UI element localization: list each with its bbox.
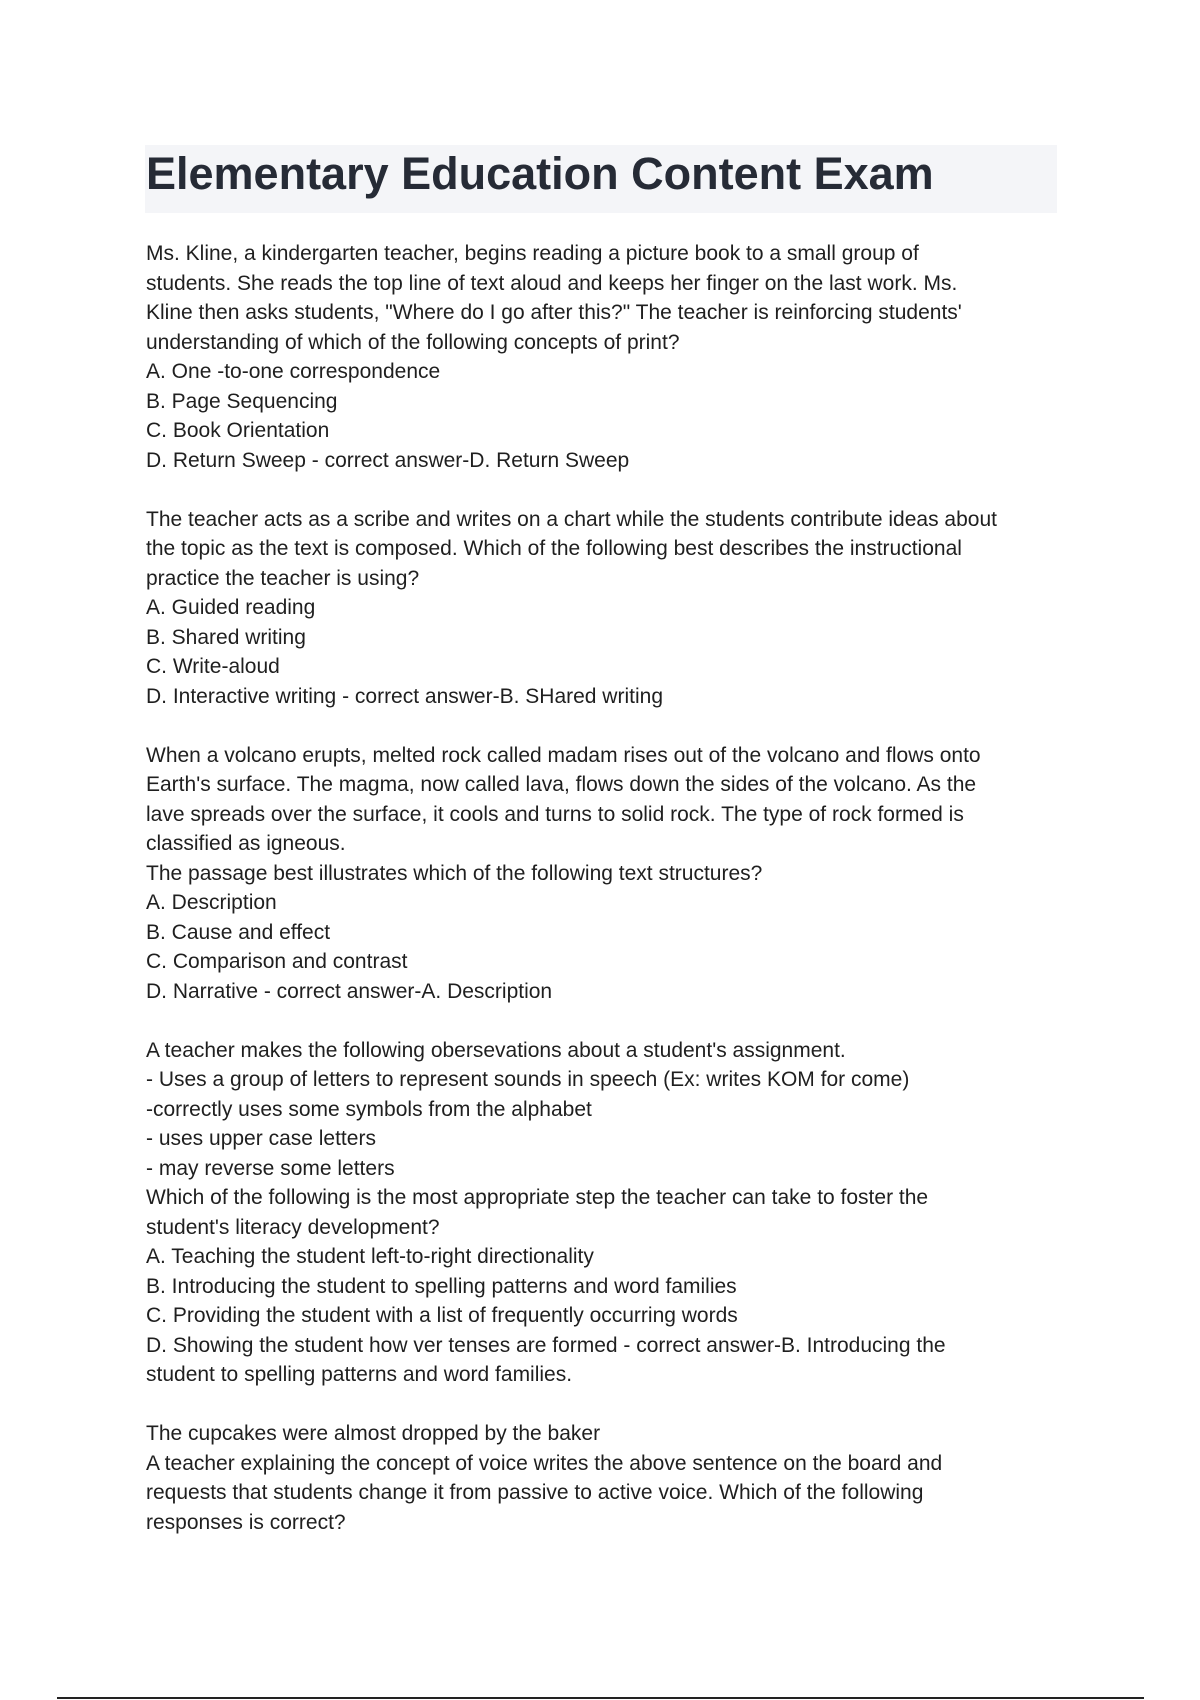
footer-divider	[57, 1697, 1144, 1699]
question-text-line: B. Page Sequencing	[146, 389, 338, 413]
question-text-line: lave spreads over the surface, it cools and turns to solid rock. The type of rock formed is	[146, 802, 964, 826]
question-text-line: - Uses a group of letters to represent sounds in speech (Ex: writes KOM for come)	[146, 1068, 910, 1091]
question-text-line: student's literacy development?	[146, 1215, 440, 1239]
question-text-line: the topic as the text is composed. Which of the following best describes the instructional	[146, 537, 962, 560]
question-text-line: B. Introducing the student to spelling patterns and word families	[146, 1274, 737, 1298]
question-text-line: When a volcano erupts, melted rock called madam rises out of the volcano and flows onto	[146, 743, 981, 767]
question-text-line: A. Guided reading	[146, 596, 316, 619]
question-text-line: The passage best illustrates which of the following text structures?	[146, 861, 763, 885]
question-block	[146, 505, 1066, 712]
question-text-line: - uses upper case letters	[146, 1127, 376, 1150]
question-list	[146, 239, 1066, 1567]
question-text-line: student to spelling patterns and word families.	[146, 1363, 573, 1386]
question-text-line: B. Shared writing	[146, 625, 306, 649]
question-text-line: A teacher explaining the concept of voice writes the above sentence on the board and	[146, 1451, 943, 1475]
question-text-line: Kline then asks students, "Where do I go after this?" The teacher is reinforcing students'	[146, 301, 962, 324]
question-text-line: D. Return Sweep - correct answer-D. Return Sweep	[146, 448, 630, 472]
question-text-line: C. Providing the student with a list of frequently occurring words	[146, 1304, 738, 1327]
question-block	[146, 741, 1066, 1007]
question-text-line: C. Comparison and contrast	[146, 950, 408, 973]
question-text-line: A. One -to-one correspondence	[146, 360, 441, 383]
question-text-line: practice the teacher is using?	[146, 566, 420, 590]
question-text-line: D. Narrative - correct answer-A. Description	[146, 979, 553, 1003]
question-text-line: -correctly uses some symbols from the alphabet	[146, 1097, 592, 1121]
question-text-line: responses is correct?	[146, 1510, 346, 1534]
question-text-line: Earth's surface. The magma, now called lava, flows down the sides of the volcano. As the	[146, 773, 977, 796]
question-block	[146, 1419, 1066, 1537]
question-text-line: The teacher acts as a scribe and writes on a chart while the students contribute ideas about	[146, 507, 997, 531]
question-text-line: understanding of which of the following concepts of print?	[146, 330, 680, 354]
page-title: Elementary Education Content Exam	[146, 148, 934, 199]
question-block	[146, 239, 1066, 475]
question-text-line: D. Showing the student how ver tenses are formed - correct answer-B. Introducing the	[146, 1333, 946, 1357]
question-text-line: C. Write-aloud	[146, 655, 280, 678]
question-text-line: D. Interactive writing - correct answer-B. SHared writing	[146, 684, 663, 708]
question-text-line: - may reverse some letters	[146, 1156, 395, 1180]
question-text-line: classified as igneous.	[146, 832, 346, 855]
question-text-line: requests that students change it from passive to active voice. Which of the following	[146, 1481, 924, 1504]
question-text-line: A teacher makes the following obersevations about a student's assignment.	[146, 1038, 846, 1062]
question-block	[146, 1036, 1066, 1390]
question-text-line: students. She reads the top line of text aloud and keeps her finger on the last work. Ms.	[146, 271, 958, 295]
question-text-line: C. Book Orientation	[146, 419, 330, 442]
question-text-line: The cupcakes were almost dropped by the baker	[146, 1422, 601, 1445]
question-text-line: Ms. Kline, a kindergarten teacher, begins reading a picture book to a small group of	[146, 242, 919, 265]
question-text-line: Which of the following is the most appropriate step the teacher can take to foster the	[146, 1186, 929, 1209]
question-text-line: A. Description	[146, 891, 277, 914]
question-text-line: B. Cause and effect	[146, 920, 331, 944]
question-text-line: A. Teaching the student left-to-right directionality	[146, 1245, 594, 1268]
